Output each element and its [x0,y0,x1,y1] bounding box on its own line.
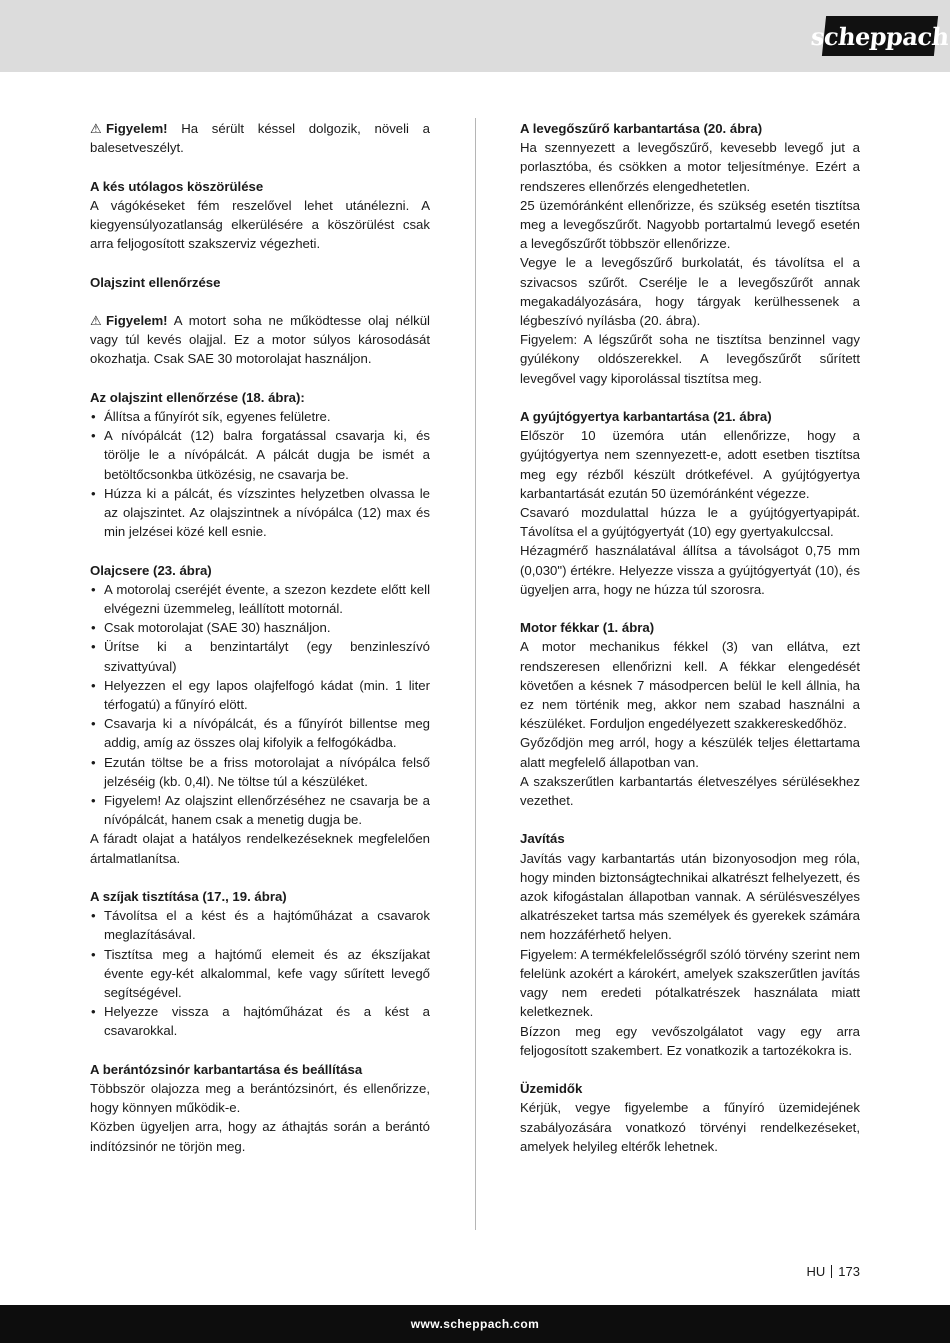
section-heading: A berántózsinór karbantartása és beállítása [90,1061,363,1077]
section-text: Javítás vagy karbantartás után bizonyosodjon meg róla, hogy minden biztonságtechnikai alkatrészt felhelyezett, és azok kifogástalan állapotban vannak. A sérülésveszélyes alkatrészeket tartsa más személyek és gyerekek számára nem hozzáférhető helyen. [520,850,860,943]
list-item: • Csak motorolajat (SAE 30) használjon. [90,618,430,637]
language-code: HU [806,1264,826,1279]
list-item: • Húzza ki a pálcát, és vízszintes helyzetben olvassa le az olajszintet. Az olajszintnek a nívópálca (12) max és min jelzései közé kell esnie. [90,484,430,542]
section-text: Figyelem: A légszűrőt soha ne tisztítsa benzinnel vagy gyúlékony oldószerekkel. A levegőszűrőt sűrített levegővel vagy kiporolással tisztítsa meg. [520,332,860,386]
list-item: • Tisztítsa meg a hajtómű elemeit és az ékszíjakat évente egy-két alkalommal, kefe vagy sűrített levegő segítségével. [90,945,430,1003]
section-text: Közben ügyeljen arra, hogy az áthajtás során a berántó indítózsinór ne törjön meg. [90,1119,430,1154]
section-text: A motor mechanikus fékkel (3) van ellátva, ezt rendszeresen ellenőrizni kell. A fékkar elengedését követően a késnek 7 másodpercen belül le kell állnia, ha ez nem történik meg, akkor nem szabad használni a készüléket. Forduljon engedélyezett szakkereskedőhöz. [520,639,860,732]
list-item: • Távolítsa el a kést és a hajtóműházat a csavarok meglazításával. [90,906,430,944]
section-heading: Olajcsere (23. ábra) [90,562,212,578]
section-heading: Olajszint ellenőrzése [90,274,221,290]
list-item: • Helyezzen el egy lapos olajfelfogó kádat (min. 1 liter térfogatú) a fűnyíró elött. [90,676,430,714]
section-text: Hézagmérő használatával állítsa a távolságot 0,75 mm (0,030") értékre. Helyezze vissza a gyújtógyertyát (10), és ügyeljen arra, hogy ne húzza túl szorosra. [520,543,860,597]
bullet-list [90,906,430,1040]
section-text: Kérjük, vegye figyelembe a fűnyíró üzemidejének szabályozására vonatkozó törvényi rendelkezéseket, amelyek helyileg eltérők lehetnek. [520,1100,860,1154]
section-text: 25 üzemóránként ellenőrizze, és szükség esetén tisztítsa meg a levegőszűrőt. Nagyobb portartalmú levegő esetén a levegőszűrőt többször ellenőrizze. [520,197,860,252]
warning-paragraph [90,311,430,369]
left-column [90,119,430,1156]
section-heading: A szíjak tisztítása (17., 19. ábra) [90,889,287,905]
website-url: www.scheppach.com [410,1317,540,1331]
brand-logo: scheppach [822,16,938,56]
list-item: • A motorolaj cseréjét évente, a szezon kezdete előtt kell elvégezni üzemmeleg, leállított motornál. [90,580,430,618]
section-heading: A levegőszűrő karbantartása (20. ábra) [520,121,763,136]
section-heading: Üzemidők [520,1081,583,1097]
warning-label: Figyelem! [106,121,168,136]
bullet-list [90,580,430,830]
column-divider [475,118,476,1230]
warning-triangle-icon: ⚠ [90,312,102,328]
warning-text: Ha sérült késsel dolgozik, növeli a balesetveszélyt. [90,121,430,156]
section-text: Ha szennyezett a levegőszűrő, kevesebb levegő jut a porlasztóba, és csökken a motor teljesítménye. Ezért a rendszeres ellenőrzés elengedhetetlen. [520,140,860,194]
top-header-bar [0,0,950,72]
section-heading: Motor fékkar (1. ábra) [520,620,655,636]
list-item: • A nívópálcát (12) balra forgatással csavarja ki, és törölje le a nívópálcát. A pálcát dugja be ismét a betöltőcsonkba ütközésig, ne csavarja be. [90,426,430,484]
section-text: A szakszerűtlen karbantartás életveszélyes sérülésekhez vezethet. [520,773,860,809]
warning-label: Figyelem! [106,312,168,328]
section-text: Figyelem: A termékfelelősségről szóló törvény szerint nem felelünk azokért a károkért, amelyek szakszerűtlen javítás vagy nem eredeti pótalkatrészek használata miatt keletkeznek. [520,946,860,1020]
section-text: A vágókéseket fém reszelővel lehet utánélezni. A kiegyensúlyozatlanság elkerülésére a köszörülést csak arra feljogosított szakszerviz végezheti. [90,197,430,252]
list-item: • Ürítse ki a benzintartályt (egy benzinleszívó szivattyúval) [90,637,430,675]
section-heading: A kés utólagos köszörülése [90,178,264,194]
footer-bar [0,1305,950,1343]
section-text: Bízzon meg egy vevőszolgálatot vagy egy arra feljogosított szakembert. Ez vonatkozik a tartozékokra is. [520,1023,860,1058]
warning-text: A motort soha ne működtesse olaj nélkül vagy túl kevés olajjal. Ez a motor súlyos károsodását okozhatja. Csak SAE 30 motorolajat használjon. [90,312,430,367]
warning-paragraph [90,119,430,157]
warning-triangle-icon: ⚠ [90,121,102,136]
page-number: 173 [838,1264,860,1279]
list-item: • Ezután töltse be a friss motorolajat a nívópálca felső jelzéséig (kb. 0,4l). Ne töltse túl a készüléket. [90,753,430,791]
section-text: Győződjön meg arról, hogy a készülék teljes élettartama alatt megfelelő állapotban van. [520,735,860,770]
list-item: • Állítsa a fűnyírót sík, egyenes felületre. [90,407,430,426]
list-item: • Csavarja ki a nívópálcát, és a fűnyírót billentse meg addig, amíg az összes olaj kifolyik a felfogókádba. [90,714,430,752]
section-text: Többször olajozza meg a berántózsinórt, és ellenőrizze, hogy könnyen működik-e. [90,1081,430,1116]
separator-bar [831,1265,832,1278]
section-heading: Az olajszint ellenőrzése (18. ábra): [90,389,305,405]
section-heading: A gyújtógyertya karbantartása (21. ábra) [520,409,772,425]
bullet-list [90,407,430,541]
section-text: Először 10 üzemóra után ellenőrizze, hogy a gyújtógyertya nem szennyezett-e, adott esetben tisztítsa meg egy rézből készült drótkefével. A gyújtógyertya karbantartását ezután 50 üzemóránként végezze. [520,428,860,501]
list-item: • Helyezze vissza a hajtóműházat és a kést a csavarokkal. [90,1002,430,1040]
section-text: A fáradt olajat a hatályos rendelkezéseknek megfelelően ártalmatlanítsa. [90,831,430,866]
section-heading: Javítás [520,831,565,847]
section-text: Vegye le a levegőszűrő burkolatát, és távolítsa el a szivacsos szűrőt. Cserélje le a levegőszűrőt annak megakadályozására, hogy tárgyak kerülhessenek a légbeszívó nyílásba (20. ábra). [520,255,860,329]
right-column [520,119,860,1156]
section-text: Csavaró mozdulattal húzza le a gyújtógyertyapipát. Távolítsa el a gyújtógyertyát (10) egy gyertyakulccsal. [520,505,860,540]
list-item: • Figyelem! Az olajszint ellenőrzéséhez ne csavarja be a nívópálcát, hanem csak a menetig dugja be. [90,791,430,829]
page-number-block [807,1264,860,1279]
